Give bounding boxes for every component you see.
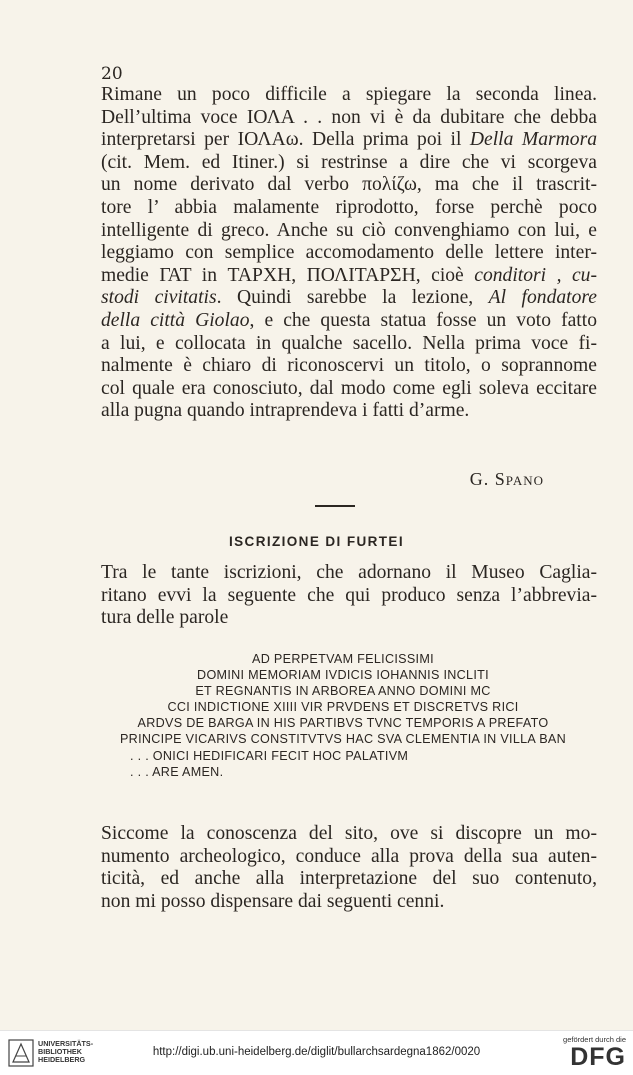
text-line: ritano evvi la seguente che qui produco senza l’abbrevia-	[101, 584, 597, 606]
section-heading: ISCRIZIONE DI FURTEI	[228, 534, 404, 549]
italic-phrase: della città Giolao	[101, 309, 250, 331]
paragraph-introduction	[101, 562, 597, 630]
library-name-line: UNIVERSITÄTS-	[38, 1039, 94, 1048]
text-line: col quale era conosciuto, dal modo come egli soleva eccitare	[101, 377, 597, 399]
text-line	[101, 265, 597, 288]
inscription-line: . . . ONICI HEDIFICARI FECIT HOC PALATIVM	[130, 748, 409, 763]
text-line: intelligente di greco. Anche su ciò convenghiamo con lui, e	[101, 219, 597, 241]
text-line	[101, 287, 597, 310]
viewer-footer	[0, 1030, 633, 1075]
inscription-line: PRINCIPE VICARIVS CONSTITVTVS HAC SVA CLEMENTIA IN VILLA BAN	[119, 732, 567, 747]
text-run: medie ΓΑΤ in ΤΑΡΧΗ, ΠΟΛΙΤΑΡΣΗ, cioè	[101, 264, 475, 286]
text-line: tore l’ abbia malamente riprodotto, forse perchè poco	[101, 196, 597, 218]
text-line: (cit. Mem. ed Itiner.) si restrinse a dire che vi scorgeva	[101, 151, 597, 173]
text-line: Rimane un poco difficile a spiegare la seconda linea.	[101, 84, 597, 105]
inscription-line: ARDVS DE BARGA IN HIS PARTIBVS TVNC TEMPORIS A PREFATO	[137, 716, 549, 731]
page-number: 20	[101, 64, 123, 84]
inscription-transcription	[108, 651, 608, 780]
author-reference: Della Marmora	[469, 129, 597, 151]
text-line: leggiamo con semplice accomodamento delle lettere inter-	[101, 242, 597, 264]
author-signature: G. Spano	[469, 469, 544, 489]
text-line: tura delle parole	[101, 607, 229, 629]
text-line: nalmente è chiaro di riconoscervi un titolo, o soprannome	[101, 355, 597, 377]
text-line: alla pugna quando intraprendeva i fatti d’arme.	[101, 400, 470, 422]
library-name-line: BIBLIOTHEK	[38, 1047, 82, 1056]
inscription-line: DOMINI MEMORIAM IVDICIS IOHANNIS INCLITI	[197, 668, 489, 683]
italic-phrase: Al fondatore	[488, 287, 598, 309]
text-line: a lui, e collocata in qualche sacello. Nella prima voce fi-	[101, 332, 597, 354]
text-line: numento archeologico, conduce alla prova della sua auten-	[101, 845, 597, 867]
text-run: . Quindi sarebbe la lezione,	[216, 287, 489, 309]
text-line	[101, 310, 597, 333]
text-run: , e che questa statua fosse un voto fatto	[249, 309, 597, 331]
text-line: ticità, ed anche alla interpretazione del suo contenuto,	[101, 868, 597, 890]
permalink-url[interactable]: http://digi.ub.uni-heidelberg.de/diglit/bullarchsardegna1862/0020	[152, 1046, 481, 1058]
italic-phrase: stodi civitatis	[101, 287, 217, 309]
section-divider	[315, 505, 355, 507]
inscription-line: ET REGNANTIS IN ARBOREA ANNO DOMINI MC	[195, 684, 491, 699]
text-line: Dell’ultima voce ΙΟΛΑ . . non vi è da dubitare che debba	[101, 106, 597, 128]
text-run: interpretarsi per ΙΟΛΑω. Della prima poi il	[101, 129, 470, 151]
text-line: Siccome la conoscenza del sito, ove si discopre un mo-	[101, 823, 597, 844]
inscription-line: CCI INDICTIONE XIIII VIR PRVDENS ET DISCRETVS RICI	[167, 700, 519, 715]
text-line	[101, 129, 597, 152]
paragraph-interpretation	[101, 84, 597, 423]
text-line: un nome derivato dal verbo πολίζω, ma che il trascrit-	[101, 174, 597, 196]
inscription-line: . . . ARE AMEN.	[130, 764, 224, 779]
library-name-line: HEIDELBERG	[38, 1055, 86, 1064]
italic-phrase: conditori , cu-	[474, 264, 597, 286]
paragraph-conclusion	[101, 823, 597, 913]
funding-note: gefördert durch die	[563, 1035, 626, 1044]
dfg-logo: DFG	[570, 1043, 626, 1071]
text-line: non mi posso dispensare dai seguenti cenni.	[101, 890, 445, 912]
inscription-line: AD PERPETVAM FELICISSIMI	[252, 652, 434, 666]
text-line: Tra le tante iscrizioni, che adornano il Museo Caglia-	[101, 562, 597, 583]
